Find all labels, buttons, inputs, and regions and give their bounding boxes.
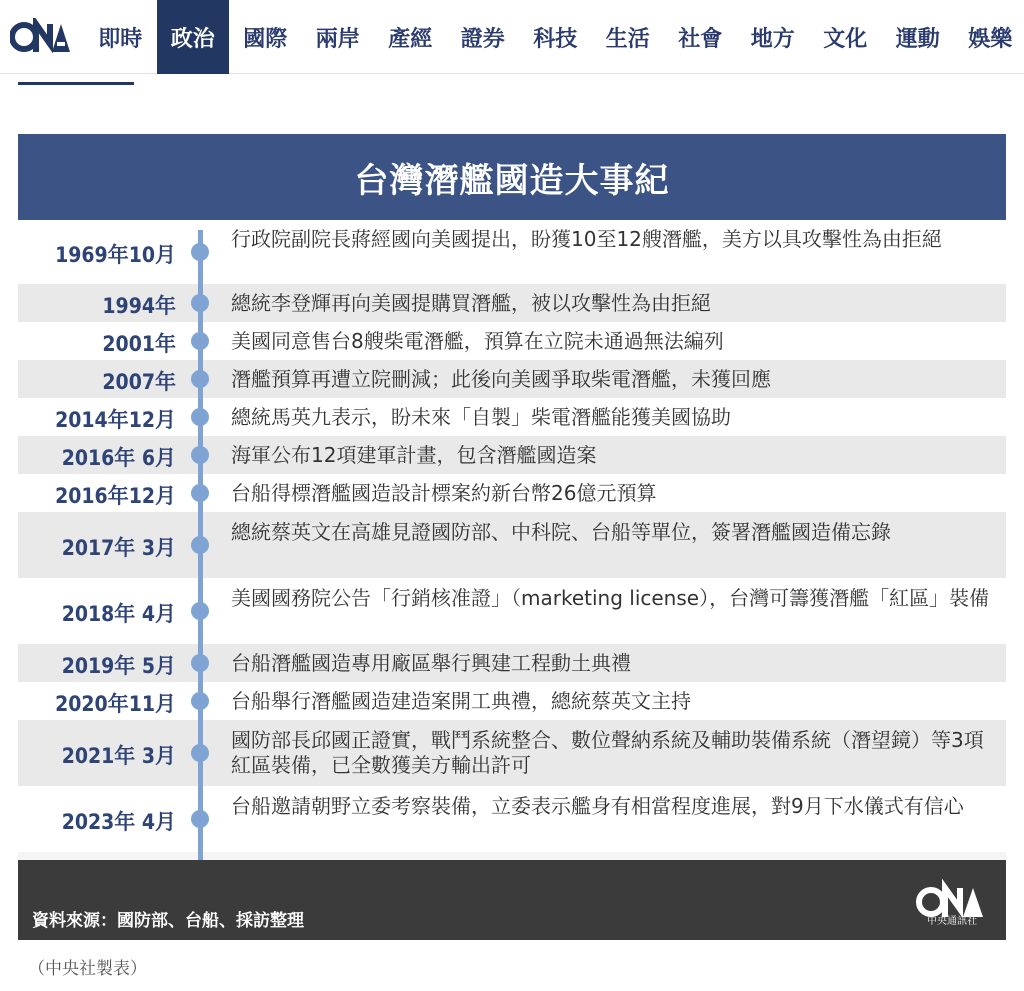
nav-item[interactable]: 科技: [533, 26, 578, 52]
timeline-event-row: [18, 322, 1006, 360]
timeline-event-row: [18, 682, 1006, 720]
event-description: 台船舉行潛艦國造建造案開工典禮，總統蔡英文主持: [231, 688, 691, 713]
event-description: 台船邀請朝野立委考察裝備，立委表示艦身有相當程度進展，對9月下水儀式有信心: [231, 794, 964, 818]
event-description: 總統蔡英文在高雄見證國防部、中科院、台船等單位，簽署潛艦國造備忘錄: [231, 520, 891, 544]
event-list: [18, 220, 1006, 852]
event-description: 總統馬英九表示，盼未來「自製」柴電潛艦能獲美國協助: [231, 404, 731, 429]
event-date: 2001年: [102, 332, 176, 356]
timeline-event-row: [18, 360, 1006, 398]
main-nav: [84, 0, 1024, 74]
timeline-event-row: [18, 220, 1006, 284]
nav-item[interactable]: 政治: [157, 0, 230, 74]
timeline-event-row: [18, 720, 1006, 786]
source-note: 資料來源：國防部、台船、採訪整理: [32, 911, 304, 931]
nav-item[interactable]: 兩岸: [315, 26, 360, 52]
top-nav-bar: [0, 0, 1024, 74]
infographic-title-band: [18, 134, 1006, 220]
nav-item[interactable]: 娛樂: [968, 26, 1013, 52]
event-date: 2016年12月: [55, 484, 176, 508]
event-description: 美國同意售台8艘柴電潛艦，預算在立院未通過無法編列: [231, 328, 724, 353]
event-date: 2017年 3月: [61, 536, 176, 560]
event-date: 2021年 3月: [61, 744, 176, 768]
event-description: 潛艦預算再遭立院刪減；此後向美國爭取柴電潛艦，未獲回應: [231, 366, 771, 391]
timeline-event-row: [18, 398, 1006, 436]
timeline-event-row: [18, 474, 1006, 512]
event-description: 海軍公布12項建軍計畫，包含潛艦國造案: [231, 442, 597, 467]
event-date: 2020年11月: [55, 692, 176, 716]
nav-item[interactable]: 國際: [243, 26, 288, 52]
timeline-event-row: [18, 436, 1006, 474]
event-date: 2016年 6月: [61, 446, 176, 470]
nav-item[interactable]: 文化: [823, 26, 868, 52]
nav-item[interactable]: 運動: [895, 26, 940, 52]
nav-item[interactable]: 地方: [750, 26, 795, 52]
event-description: 美國國務院公告「行銷核准證」（marketing license），台灣可籌獲潛艦「紅區」裝備: [231, 586, 990, 610]
event-date: 1969年10月: [55, 243, 176, 267]
timeline-event-row: [18, 578, 1006, 644]
nav-item[interactable]: 產經: [388, 26, 433, 52]
event-date: 2007年: [102, 370, 176, 394]
timeline-event-row: [18, 284, 1006, 322]
event-date: 2023年 4月: [61, 810, 176, 834]
event-date: 1994年: [102, 294, 176, 318]
infographic-title: 台灣潛艦國造大事紀: [354, 160, 670, 201]
timeline-event-row: [18, 644, 1006, 682]
event-date: 2014年12月: [55, 408, 176, 432]
cna-footer-logo-label: 中央通訊社: [927, 916, 977, 927]
timeline-event-row: [18, 512, 1006, 578]
nav-item[interactable]: 社會: [678, 26, 723, 52]
cna-logo[interactable]: [10, 18, 70, 56]
active-section-underline: [18, 82, 134, 85]
timeline-line: [198, 230, 203, 880]
event-description: 台船潛艦國造專用廠區舉行興建工程動土典禮: [231, 650, 631, 675]
nav-item[interactable]: 證券: [460, 26, 505, 52]
event-date: 2018年 4月: [61, 602, 176, 626]
event-description: 行政院副院長蔣經國向美國提出，盼獲10至12艘潛艦，美方以具攻擊性為由拒絕: [231, 227, 942, 251]
infographic-footer: [18, 860, 1006, 940]
event-description: 台船得標潛艦國造設計標案約新台幣26億元預算: [231, 480, 657, 505]
image-caption: （中央社製表）: [28, 959, 147, 979]
timeline-infographic: [18, 134, 1006, 940]
timeline-event-row: [18, 786, 1006, 852]
event-date: 2019年 5月: [61, 654, 176, 678]
event-description: 國防部長邱國正證實，戰鬥系統整合、數位聲納系統及輔助裝備系統（潛望鏡）等3項紅區裝備，已全數獲美方輸出許可: [231, 728, 984, 777]
nav-item[interactable]: 即時: [98, 26, 143, 52]
event-description: 總統李登輝再向美國提購買潛艦，被以攻擊性為由拒絕: [231, 290, 711, 315]
nav-item[interactable]: 生活: [605, 26, 650, 52]
